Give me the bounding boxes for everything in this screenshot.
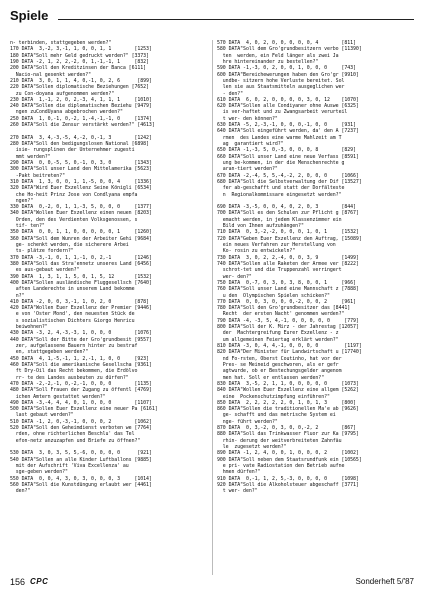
code-line: 720 DATA"Geben Euer Exzellenz den Auftrag, [15089]	[217, 235, 362, 242]
code-line: 520 DATA"Soll den Geheimdienst verboten we [7764]	[10, 425, 152, 432]
code-line: 480 DATA"Soll Frauen der Zugang zu öffentl [4769]	[10, 387, 152, 394]
code-line: ge- schenkt werden, die sicherere Arbei	[10, 242, 129, 248]
code-line: 750 DATA 0,-7, 0, 3, 0, 3, 8, 0, 0, 1 [966]	[217, 279, 356, 286]
code-line: 580 DATA"Soll dem Gro'grundbesitzern verbo [11390]	[217, 46, 362, 53]
code-line: eine Pockenschutzimpfung einführen?"	[217, 393, 330, 400]
code-line: 800 DATA"Soll der K. Mirz - der Jahrestag [12057]	[217, 324, 359, 331]
code-line: 620 DATA"Sollen alle Condiyaner ohne Auswe [6325]	[217, 103, 359, 110]
code-line: 680 DATA"Soll die Selbstverwaltung der Dif [13527]	[217, 178, 362, 185]
code-line: ag garantiert wird?"	[217, 141, 284, 147]
code-line: 840 DATA"Wollen Euer Exzellenz eine allgem [5262]	[217, 387, 359, 394]
code-line: le zugesetzt werden?"	[217, 444, 287, 450]
code-line: - den?"	[217, 90, 244, 97]
code-line: Orden, den des Verdienten Volksgenossen, s	[10, 216, 138, 223]
code-line: ngen zuCondUyana abgebrochen werden?"	[10, 109, 123, 116]
code-line: 250 DATA 1, 0,-1, 0,-2, 1,-4,-1,-1, 0 [1374]	[10, 115, 152, 122]
code-line: wer- den?"	[217, 273, 252, 280]
code-line: 270 DATA 3, 4,-3,-5, 4,-2, 0,-1, 3 [1242]	[10, 134, 152, 141]
code-line: 630 DATA -5, 2,-3,-1, 0, 0, 0,-1, 0, 0 [931]	[217, 122, 356, 129]
code-line: 540 DATA"Sollen an alle Kinder Luftballons [9885]	[10, 456, 152, 463]
code-line: ung be-kommen, in der die Menschenrechte g	[217, 159, 345, 166]
code-line: 340 DATA"Wollen Euer Exzellenz einen neuen [8203]	[10, 210, 152, 217]
code-line: 550 DATA 0, 0, 4, 3, 0, 3, 0, 0, 0, 3 [1014]	[10, 475, 152, 482]
code-line: efon-netz anzuzapfen und Briefe zu öffnen?"	[10, 437, 141, 444]
code-line: 700 DATA"Soll es den Schulen zur Pflicht g [8767]	[217, 210, 359, 217]
code-line: schrot-tet und die Truppenzahl verringert	[217, 267, 342, 274]
code-line: der Machtergreifung Eurer Exzellenz - z	[217, 330, 339, 337]
code-line: 820 DATA"Der Minister für Landwirtschaft u [17740]	[217, 349, 362, 356]
page-number: 156	[10, 577, 26, 587]
code-line: Recht der ersten Nacht' genommen werden?"	[217, 311, 345, 318]
code-line: agtwurde, ob er Bestechungsgelder angenom	[217, 368, 342, 375]
code-line: 890 DATA -1, 2, 4, 0, 0, 1, 0, 0, 0, 2 [1002]	[217, 450, 359, 457]
code-line: t wer- den können?"	[217, 115, 278, 122]
code-line: ge- schafft und das metrische System ei	[217, 412, 336, 419]
code-line: 450 DATA 4, 1,-5,-1, 1, 2,-1, 1, 0, 0 [923]	[10, 355, 149, 362]
issue-label: Sonderheft 5/'87	[355, 577, 414, 586]
code-line: zu Con-doyana aufgenommen werden?"	[10, 90, 115, 97]
code-line: 570 DATA 4, 0, 2, 0, 0, 0, 0, 0, 4 [811]	[217, 40, 356, 46]
code-line: 690 DATA -3,-5, 0, 0, 4, 0, 2, 0, 3 [844]	[217, 204, 356, 211]
code-line: 330 DATA 0,-2, 0, 1, 1,-3, 5, 0, 0, 0 [1377]	[10, 204, 152, 211]
code-line: ngen?"	[10, 197, 34, 204]
code-line: 730 DATA 3, 0, 2, 2,-4, 0, 0, 3, 9 [1499]	[217, 254, 359, 261]
code-line: 900 DATA"Soll neben dem Staatsrundfunk ein [10565]	[217, 456, 362, 463]
code-line: 910 DATA 0,-1, 1, 2, 5,-3, 0, 0, 0, 0 [1098]	[217, 475, 359, 482]
code-line: e von 'Oster Mond', den neuesten Stück de	[10, 311, 135, 318]
code-line: 370 DATA -3,-1, 0, 1, 1,-1, 0, 2,-1 [1246]	[10, 254, 152, 261]
code-line: 650 DATA -1,-3, 5, 0,-3, 0, 0, 0, 8 [829]	[217, 147, 356, 154]
code-line: 740 DATA"Sollen alle Raketen der Armee ver [8222]	[217, 260, 359, 267]
code-line: 850 DATA 2, 2, 2, 2, 2, 0, 1, 0, 1, 3 [800]	[217, 399, 356, 406]
code-line: 290 DATA 0, 0,-5, 5, 0,-1, 0, 3, 0 [1343]	[10, 159, 152, 166]
code-line: 320 DATA"Wird Euer Exzellenz Seine Königli [6534]	[10, 185, 152, 192]
listing-column-right	[217, 40, 415, 575]
code-line: 300 DATA"Soll unser Land den Mittelamerika [5623]	[10, 166, 152, 173]
code-line: n?"	[10, 292, 25, 299]
code-line: 260 DATA"Soll die Zensur verstärkt werden?" [4613]	[10, 122, 155, 129]
code-line: 230 DATA 1,-1, 2, 0, 2,-3, 4, 1, 1, 1 [1010]	[10, 96, 152, 103]
code-line: nd Fo-rsten, Oberst Coutinho, hat vor der	[217, 355, 342, 362]
code-line: 350 DATA 0, 0, 1, 1, 0, 0, 0, 0, 0, 1 [1260]	[10, 229, 152, 236]
code-line: undbe- sitzern hohe Verluste bereitet. Sol	[217, 77, 345, 84]
listing-column-left	[10, 40, 208, 575]
code-line: 660 DATA"Soll unser Land eine neue Verfass [8591]	[217, 153, 359, 160]
code-line: 510 DATA -1, 2, 0,-3,-1, 0, 0, 0, 2 [1062]	[10, 418, 152, 425]
code-line: 830 DATA 3,-5, 2, 1, 1, 0, 0, 0, 0, 0 [1073]	[217, 380, 359, 387]
code-line: ichen Ämtern gestattet werden?"	[10, 393, 106, 400]
code-line: rmen des Landes eine warme Mahlzeit am T	[217, 134, 342, 141]
code-line: 920 DATA"Soll die Alkoholsteuer abgeschaff [3771]	[217, 481, 359, 488]
code-line: 420 DATA"Wollen Euer Exzellenz der Premier [9446]	[10, 305, 152, 312]
code-line: 400 DATA"Sollen ausländische Fluggesellsch [7640]	[10, 279, 152, 286]
code-line: sge-geben werden?"	[10, 469, 68, 476]
code-line: 380 DATA"Soll das Stra'ennetz unseres Land [6456]	[10, 260, 152, 267]
code-line: 780 DATA"Soll den Gro'grundbesitzer das [8441]	[217, 305, 351, 312]
code-line: len sie aus Staatsmitteln ausgeglichen wer	[217, 84, 345, 91]
code-line: nge- führt werden?"	[217, 418, 278, 425]
code-line: es aus-gebaut werden?"	[10, 267, 80, 274]
code-line: rden, ohne richterlichen Beschlu' das Tel	[10, 431, 135, 438]
code-line: den?"	[10, 488, 31, 495]
code-line: 280 DATA"Soll den bedigungslosen National [6898]	[10, 141, 149, 147]
code-line: 880 DATA"Soll das Trinkwasser Fluor zur Ka [9795]	[217, 431, 359, 438]
code-line: zer, aufgelassene Bauern hinter zu bestraf	[10, 343, 138, 349]
code-line: 500 DATA"Sollen Euer Exzellenz eine neuer Pa [6161]	[10, 406, 158, 413]
code-line: ts- plätze fordern?"	[10, 248, 74, 255]
code-line: e pri- vate Radiostation den Betrieb aufne	[217, 462, 345, 469]
code-line: 490 DATA -3,-4, 4, 4, 0, 1, 0, 0, 0 [1107]	[10, 399, 152, 406]
code-line: 640 DATA"Soll eingeführt werden, da' den A [7237]	[217, 128, 359, 135]
code-line: 770 DATA 0, 0, 3, 0, 0, 0,-2, 0, 0, 2 [961]	[217, 298, 356, 305]
page-header	[10, 8, 414, 26]
code-line: last gebaut werden?"	[10, 412, 74, 419]
code-line: n Regionalkommissare eingesetzt werden?"	[217, 191, 342, 198]
code-line: -Pakt beitreten?"	[10, 172, 65, 179]
code-line: 530 DATA 3, 0, 3, 5, 5,-6, 0, 0, 0, 0 [921]	[10, 450, 152, 457]
code-line: Ko- rosin zu entwickeln?"	[217, 248, 296, 255]
code-line: t wer- den?"	[217, 488, 258, 495]
code-line: 860 DATA"Sollen die traditionellen Ma'e ab [9626]	[217, 406, 359, 413]
code-line: beiwohnen?"	[10, 324, 48, 331]
code-line: 810 DATA -3, 0, 4, 4,-1, 0, 0, 0, 0 [1197]	[217, 343, 362, 349]
code-line: 710 DATA 0, 3,-2,-2, 0, 0, 0, 1, 0, 1 [1532]	[217, 229, 359, 236]
code-line: ten werden, ein Feld länger als zwei Ja	[217, 52, 339, 59]
code-line: 590 DATA -1,-3, 0, 2, 0, 0, 1, 0, 0, 0 [743]	[217, 65, 356, 72]
code-line: n- terbinden, stattgegeben werden?"	[10, 40, 112, 46]
code-line: 390 DATA 1, 3, 1, 1, 5, 0, 1, 5, 12 [1532]	[10, 273, 152, 280]
code-line: hre hintereinander zu bestellen?"	[217, 58, 319, 65]
magazine-logo: CPC	[30, 577, 49, 586]
code-line: emacht werden, in jedem Klassenzimmer ein	[217, 216, 342, 223]
code-line: tif- ten?"	[10, 223, 45, 230]
code-line: 440 DATA"Soll der Bitte der Gro'grundbesit [9557]	[10, 336, 152, 343]
code-line: 220 DATA"Sollen diplomatische Beziehungen [7652]	[10, 84, 149, 91]
code-line: 460 DATA"Soll die amerikanische Gesellscha [9361]	[10, 361, 152, 368]
code-line: Nacio-nal gesenkt werden?"	[10, 71, 92, 78]
code-line: fer ab-geschafft und statt der Dorfälteste	[217, 185, 345, 192]
code-line: 410 DATA -2, 0, 0, 3,-1, 1, 0, 2, 0 [878]	[10, 298, 149, 305]
code-line: is ver-haftet und zu Zwangsarbeit verurteil	[217, 109, 348, 116]
code-line: u den Olympischen Spielen schicken?"	[217, 292, 330, 299]
code-line: 170 DATA 3,-2, 3,-1, 1, 0, 0, 1, 1 [1253]	[10, 46, 152, 53]
code-line: 670 DATA -2,-4, 5, 5,-4,-2, 2, 0, 0, 0 [1066]	[217, 172, 359, 179]
code-line: 190 DATA -2, 1, 2, 2,-2, 0, 1,-1,-1, 1 [832]	[10, 58, 149, 65]
code-line: mit der Aufschrift 'Viva Excellenza' au	[10, 462, 129, 469]
code-line: 240 DATA"Sollen die diplomatischen Beziehu [9479]	[10, 103, 152, 110]
code-line: 210 DATA 3, 0, 1, 1, 4, 0,-1, 0, 2, 6 [899]	[10, 77, 152, 84]
code-line: 870 DATA 0, 3,-2, 0, 3, 0, 0,-2, 2 [867]	[217, 425, 356, 432]
column-divider	[212, 40, 213, 575]
code-line: isie- rungsplinen der Unternehmer zugesti	[10, 147, 135, 154]
code-line: che Ho-heit Prinz Jose von Condlyana empfa	[10, 191, 138, 198]
code-line: 200 DATA"Soll den Kreditzinsen der Banca [6111]	[10, 65, 147, 72]
code-line: s sozialistischen Dichters Giorgo Henricu	[10, 317, 135, 324]
code-line: Bild von Ihnen aufzuhängen?"	[217, 223, 304, 230]
code-line: 360 DATA"Soll dem Wunren der Arbeiter Gehi [9684]	[10, 235, 152, 242]
code-line: Pres- se Meineid geschworen, als er gefr	[217, 361, 339, 368]
code-line: men hat. Soll er entlassen werden?"	[217, 374, 325, 381]
code-line: 790 DATA -4, -3, 5, 4,-1, 0, 0, 0, 0, 0 [779]	[217, 317, 359, 324]
code-line: 760 DATA"Soll unser Land eine Mannschaft z [7888]	[217, 286, 359, 293]
code-line: hmen dürfen?"	[217, 469, 261, 476]
page-footer	[10, 577, 414, 593]
code-line: 470 DATA -2,-2,-1, 0,-2,-1, 0, 0, 0 [1135]	[10, 380, 152, 387]
code-line: 560 DATA"Soll die Kunstdüngung erlaubt wer [4461]	[10, 481, 152, 488]
header-rule	[58, 19, 414, 20]
code-line: aften Landerechte in unserem Land bekomme	[10, 286, 135, 293]
code-line: 430 DATA -3, 2, 4,-3,-3, 1, 0, 0, 0 [1076]	[10, 330, 152, 337]
code-line: rr- te des Landes ausbeuten zu dürfen?"	[10, 374, 129, 381]
code-line: 610 DATA 6, 0, 2, 0, 0, 0, 0, 3, 0, 12 [1070]	[217, 96, 359, 103]
section-title: Spiele	[10, 8, 49, 23]
code-line: um allgemeinen Feiertag erklärt werden?"	[217, 336, 339, 343]
code-line: en, stattgegeben werden?"	[10, 349, 89, 356]
code-line: mmt werden?"	[10, 153, 51, 160]
code-line: 180 DATA"Soll mehr Geld gedruckt werden?" [3373]	[10, 52, 149, 59]
code-line: ein neues Verfahren zur Herstellung von	[217, 242, 336, 248]
code-line: 310 DATA 1, 3, 0, 0, 1, 1,-5, 0, 0, 4 [1336]	[10, 178, 152, 185]
code-line: aran-tiert werden?"	[217, 166, 278, 173]
code-line: 600 DATA"Bereichewerungen haben den Gro'gr [9910]	[217, 71, 359, 78]
code-line: rhin- derung der weitverbreiteten Zahnfäu	[217, 437, 342, 444]
code-line: ft Dry-Oil das Recht bekommen, die Erdölvo	[10, 368, 138, 375]
